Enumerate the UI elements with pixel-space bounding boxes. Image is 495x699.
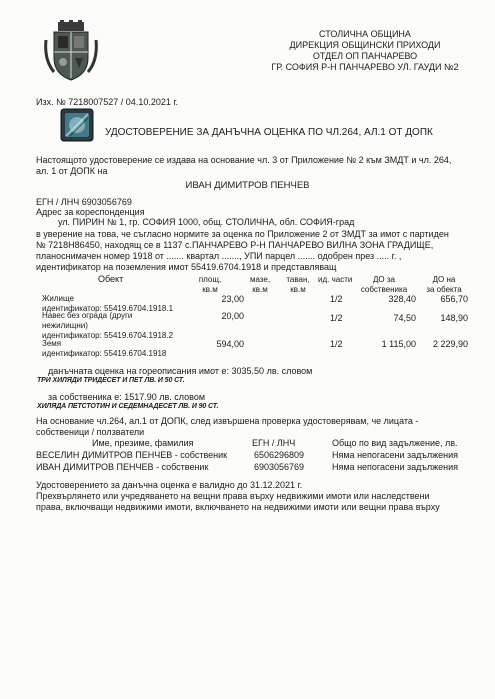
issuer-line: ДИРЕКЦИЯ ОБЩИНСКИ ПРИХОДИ <box>289 40 441 50</box>
col-header-do-object <box>420 275 468 295</box>
col-header-do-owner-line: ДО за <box>373 275 395 284</box>
row-name-line: идентификатор: 55419.6704.1918.1 <box>42 304 174 313</box>
col-header-attic <box>281 275 315 295</box>
table-row-name <box>42 339 166 359</box>
col-header-area-line: площ, <box>198 275 222 284</box>
row-do-owner: 1 115,00 <box>381 339 416 349</box>
col-header-attic-line: кв.м <box>290 285 306 294</box>
owner-name: ИВАН ДИМИТРОВ ПЕНЧЕВ <box>185 180 310 191</box>
row-name-line: идентификатор: 55419.6704.1918.2 <box>42 331 174 340</box>
table-row-name <box>42 311 173 341</box>
row-name-line: Жилище <box>42 294 74 303</box>
owner-egn: ЕГН / ЛНЧ 6903056769 <box>36 197 132 207</box>
col-header-area-line: кв.м <box>202 285 218 294</box>
person-name: ВЕСЕЛИН ДИМИТРОВ ПЕНЧЕВ - собственик <box>36 450 228 460</box>
address-label: Адрес за кореспонденция <box>36 207 145 217</box>
col-header-basement <box>243 275 277 295</box>
col-header-do-owner <box>356 275 412 295</box>
col-header-object: Обект <box>98 274 124 284</box>
sofia-coat-of-arms-icon <box>44 20 98 82</box>
row-name-line: идентификатор: 55419.6704.1918 <box>42 349 167 358</box>
issuer-line: ОТДЕЛ ОП ПАНЧАРЕВО <box>312 51 418 61</box>
paragraph-line: № 7218Н86450, находящ се в 1137 с.ПАНЧАРЕВО Р-Н ПАНЧАРЕВО ВИЛНА ЗОНА ГРАДИЩЕ, <box>36 240 434 250</box>
person-egn: 6903056769 <box>254 462 305 472</box>
row-name-line: нежилищни) <box>42 321 88 330</box>
owner-valuation: за собственика е: 1517.90 лв. словом <box>48 392 206 402</box>
col-header-basement-line: кв.м <box>252 285 268 294</box>
row-do-object: 656,70 <box>440 294 468 304</box>
person-name: ИВАН ДИМИТРОВ ПЕНЧЕВ - собственик <box>36 462 209 472</box>
hologram-sticker-icon <box>60 108 94 142</box>
total-valuation: данъчната оценка на гореописания имот е: 3035.50 лв. словом <box>48 366 313 376</box>
row-parts: 1/2 <box>330 294 343 304</box>
verification-line: собственици / ползватели <box>36 427 145 437</box>
verification-line: На основание чл.264, ал.1 от ДОПК, след извършена проверка удостоверявам, че лицата - <box>36 416 419 426</box>
row-do-owner: 74,50 <box>393 313 416 323</box>
paragraph-line: планоснимачен номер 1918 от ....... квартал ......., УПИ парцел ....... одобрен през ..... г. , <box>36 251 402 261</box>
final-paragraph-line: Прехвърлянето или учредяването на вещни права върху недвижими имоти или наследствени <box>36 491 430 501</box>
col-header-do-owner-line: собственика <box>360 285 408 294</box>
col-header-do-object-line: ДО на <box>432 275 456 284</box>
row-area: 594,00 <box>216 339 244 349</box>
persons-header-name: Име, презиме, фамилия <box>92 438 194 448</box>
row-do-object: 148,90 <box>440 313 468 323</box>
row-do-owner: 328,40 <box>388 294 416 304</box>
row-parts: 1/2 <box>330 313 343 323</box>
row-name-line: Навес без ограда (други <box>42 311 133 320</box>
final-paragraph-line: права, включващи недвижими имоти, включването на недвижими имоти или вещни права върху <box>36 502 440 512</box>
row-name-line: Земя <box>42 339 62 348</box>
validity-note: Удостоверението за данъчна оценка е валидно до 31.12.2021 г. <box>36 480 303 490</box>
document-title: УДОСТОВЕРЕНИЕ ЗА ДАНЪЧНА ОЦЕНКА ПО ЧЛ.264, АЛ.1 ОТ ДОПК <box>105 127 433 138</box>
intro-line: Настоящото удостоверение се издава на основание чл. 3 от Приложение № 2 към ЗМДТ и чл. 264, <box>36 155 452 165</box>
owner-valuation-words: ХИЛЯДА ПЕТСТОТИН И СЕДЕМНАДЕСЕТ ЛВ. И 90 СТ. <box>37 403 219 410</box>
row-area: 20,00 <box>221 311 244 321</box>
person-egn: 6506296809 <box>254 450 305 460</box>
issuer-line: СТОЛИЧНА ОБЩИНА <box>319 29 411 39</box>
col-header-parts: ид. части <box>318 275 353 284</box>
person-status: Няма непогасени задължения <box>332 450 458 460</box>
row-parts: 1/2 <box>330 339 343 349</box>
address: ул. ПИРИН № 1, гр. СОФИЯ 1000, общ. СТОЛИЧНА, обл. СОФИЯ-град <box>58 217 355 227</box>
col-header-basement-line: мазе, <box>249 275 271 284</box>
persons-header-egn: ЕГН / ЛНЧ <box>252 438 296 448</box>
col-header-area <box>190 275 230 295</box>
reference-number: Изх. № 7218007527 / 04.10.2021 г. <box>36 97 179 107</box>
paragraph-line: идентификатор на поземления имот 55419.6704.1918 и представляващ <box>36 262 337 272</box>
persons-header-status: Общо по вид задължение, лв. <box>332 438 458 448</box>
intro-line: ал. 1 от ДОПК на <box>36 166 108 176</box>
person-status: Няма непогасени задължения <box>332 462 458 472</box>
total-valuation-words: ТРИ ХИЛЯДИ ТРИДЕСЕТ И ПЕТ ЛВ. И 50 СТ. <box>37 377 185 384</box>
col-header-attic-line: таван, <box>286 275 310 284</box>
col-header-do-object-line: за обекта <box>426 285 462 294</box>
paragraph-line: в уверение на това, че съгласно нормите за оценка по Приложение 2 от ЗМДТ за имот с партиден <box>36 229 449 239</box>
row-area: 23,00 <box>221 294 244 304</box>
issuer-line: ГР. СОФИЯ Р-Н ПАНЧАРЕВО УЛ. ГАУДИ №2 <box>271 62 459 72</box>
row-do-object: 2 229,90 <box>432 339 468 349</box>
